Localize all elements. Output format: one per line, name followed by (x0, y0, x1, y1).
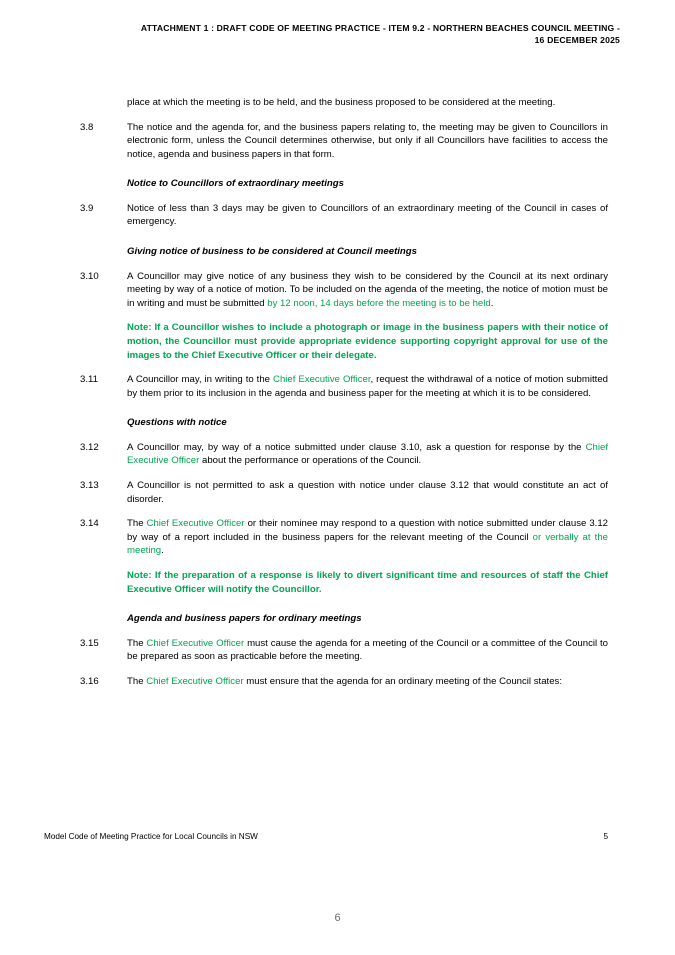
clause-3-14 (80, 517, 608, 558)
clause-3-12 (80, 441, 608, 468)
clause-3-16-text-part2: must ensure that the agenda for an ordinary meeting of the Council states: (243, 675, 562, 687)
clause-3-10-text-green: by 12 noon, 14 days before the meeting is to be held (267, 297, 491, 309)
document-footer (22, 832, 653, 841)
heading-notice-extraordinary: Notice to Councillors of extraordinary meetings (127, 178, 344, 190)
clause-3-11-number: 3.11 (80, 374, 98, 386)
clause-3-15-text-green: Chief Executive Officer (146, 637, 245, 649)
clause-3-14-text-part1: The (127, 518, 147, 530)
clause-3-13-text: A Councillor is not permitted to ask a question with notice under clause 3.12 that would constitute an act of disorder. (127, 480, 608, 505)
attachment-header-line1: ATTACHMENT 1 : DRAFT CODE OF MEETING PRACTICE - ITEM 9.2 - NORTHERN BEACHES COUNCIL MEETING - (140, 23, 620, 33)
clause-3-8 (80, 121, 608, 162)
clause-3-9-text: Notice of less than 3 days may be given to Councillors of an extraordinary meeting of the Council in cases of emergency. (127, 202, 608, 228)
clause-3-16-text-part1: The (127, 675, 147, 687)
note-response-resources: Note: If the preparation of a response is likely to divert significant time and resources of staff the Chief Executive Officer will notify the Councillor. (127, 570, 608, 595)
clause-3-11-text-part1: A Councillor may, in writing to the (127, 374, 274, 386)
clause-3-13-number: 3.13 (80, 480, 99, 492)
clause-3-10-number: 3.10 (80, 270, 99, 282)
heading-agenda-business-papers: Agenda and business papers for ordinary meetings (127, 613, 362, 625)
clause-3-9 (80, 202, 608, 229)
note-copyright-images: Note: If a Councillor wishes to include a photograph or image in the business papers with their notice of motion, the Councillor must provide appropriate evidence supporting copyright approval for use of the images to the Chief Executive Officer or their delegate. (127, 322, 608, 361)
clause-3-15 (80, 637, 609, 664)
clause-3-16-number: 3.16 (80, 675, 99, 687)
continued-paragraph (127, 96, 608, 110)
heading-questions-with-notice: Questions with notice (127, 417, 227, 429)
clause-3-10-text-part1: A Councillor may give notice of any business they wish to be considered by the Council at its next ordinary meeting by way of a notice of motion. To be included on the agenda of the meeting, the notice of motion must be in writing and must be submitted (127, 270, 608, 309)
clause-3-15-text-part2: must cause the agenda for a meeting of the Council or a committee of the Council to be prepared as soon as practicable before the meeting. (127, 637, 609, 663)
clause-3-15-text-part1: The (127, 637, 147, 649)
attachment-header-line2: 16 DECEMBER 2025 (534, 35, 620, 46)
clause-3-8-text: The notice and the agenda for, and the business papers relating to, the meeting may be given to Councillors in electronic form, unless the Council determines otherwise, but only if all Councillors have facilities to access the notice, agenda and business papers in that form. (127, 121, 608, 160)
clause-3-12-text-green: Chief Executive Officer (127, 441, 608, 467)
clause-3-9-number: 3.9 (80, 202, 94, 214)
clause-3-14-text-green2: or verbally at the meeting (127, 531, 608, 557)
continued-paragraph-text: place at which the meeting is to be held, and the business proposed to be considered at the meeting. (127, 97, 556, 108)
clause-3-14-text-part2: or their nominee may respond to a question with notice submitted under clause 3.12 by way of a report included in the business papers for the relevant meeting of the Council (127, 518, 608, 543)
clause-3-11 (80, 373, 609, 400)
document-sheet (22, 0, 653, 880)
clause-3-12-number: 3.12 (80, 441, 99, 453)
heading-giving-notice: Giving notice of business to be considered at Council meetings (127, 246, 417, 258)
attachment-header (22, 22, 653, 47)
footer-page-number: 5 (603, 832, 608, 841)
clause-3-15-number: 3.15 (80, 637, 99, 649)
clause-3-14-number: 3.14 (80, 518, 99, 530)
clause-3-13 (80, 479, 608, 506)
footer-document-title: Model Code of Meeting Practice for Local Councils in NSW (44, 832, 258, 841)
viewer-page-number: 6 (334, 912, 341, 924)
clause-3-8-number: 3.8 (80, 121, 94, 133)
clause-3-11-text-part2: , request the withdrawal of a notice of motion submitted by them prior to its inclusion in the agenda and business paper for the meeting at which it is to be considered. (127, 374, 609, 399)
clause-3-10-text-part2: . (490, 297, 494, 309)
clause-3-16 (80, 675, 608, 689)
clause-3-14-text-green1: Chief Executive Officer (146, 518, 245, 530)
clause-3-12-text-part2: about the performance or operations of the Council. (199, 455, 422, 467)
clause-3-14-text-part3: . (161, 545, 164, 557)
clause-3-12-text-part1: A Councillor may, by way of a notice submitted under clause 3.10, ask a question for response by the (127, 441, 586, 453)
clause-3-16-text-green: Chief Executive Officer (146, 675, 244, 687)
clause-3-10 (80, 270, 608, 311)
document-content (22, 96, 653, 700)
clause-3-11-text-green: Chief Executive Officer (273, 374, 371, 386)
